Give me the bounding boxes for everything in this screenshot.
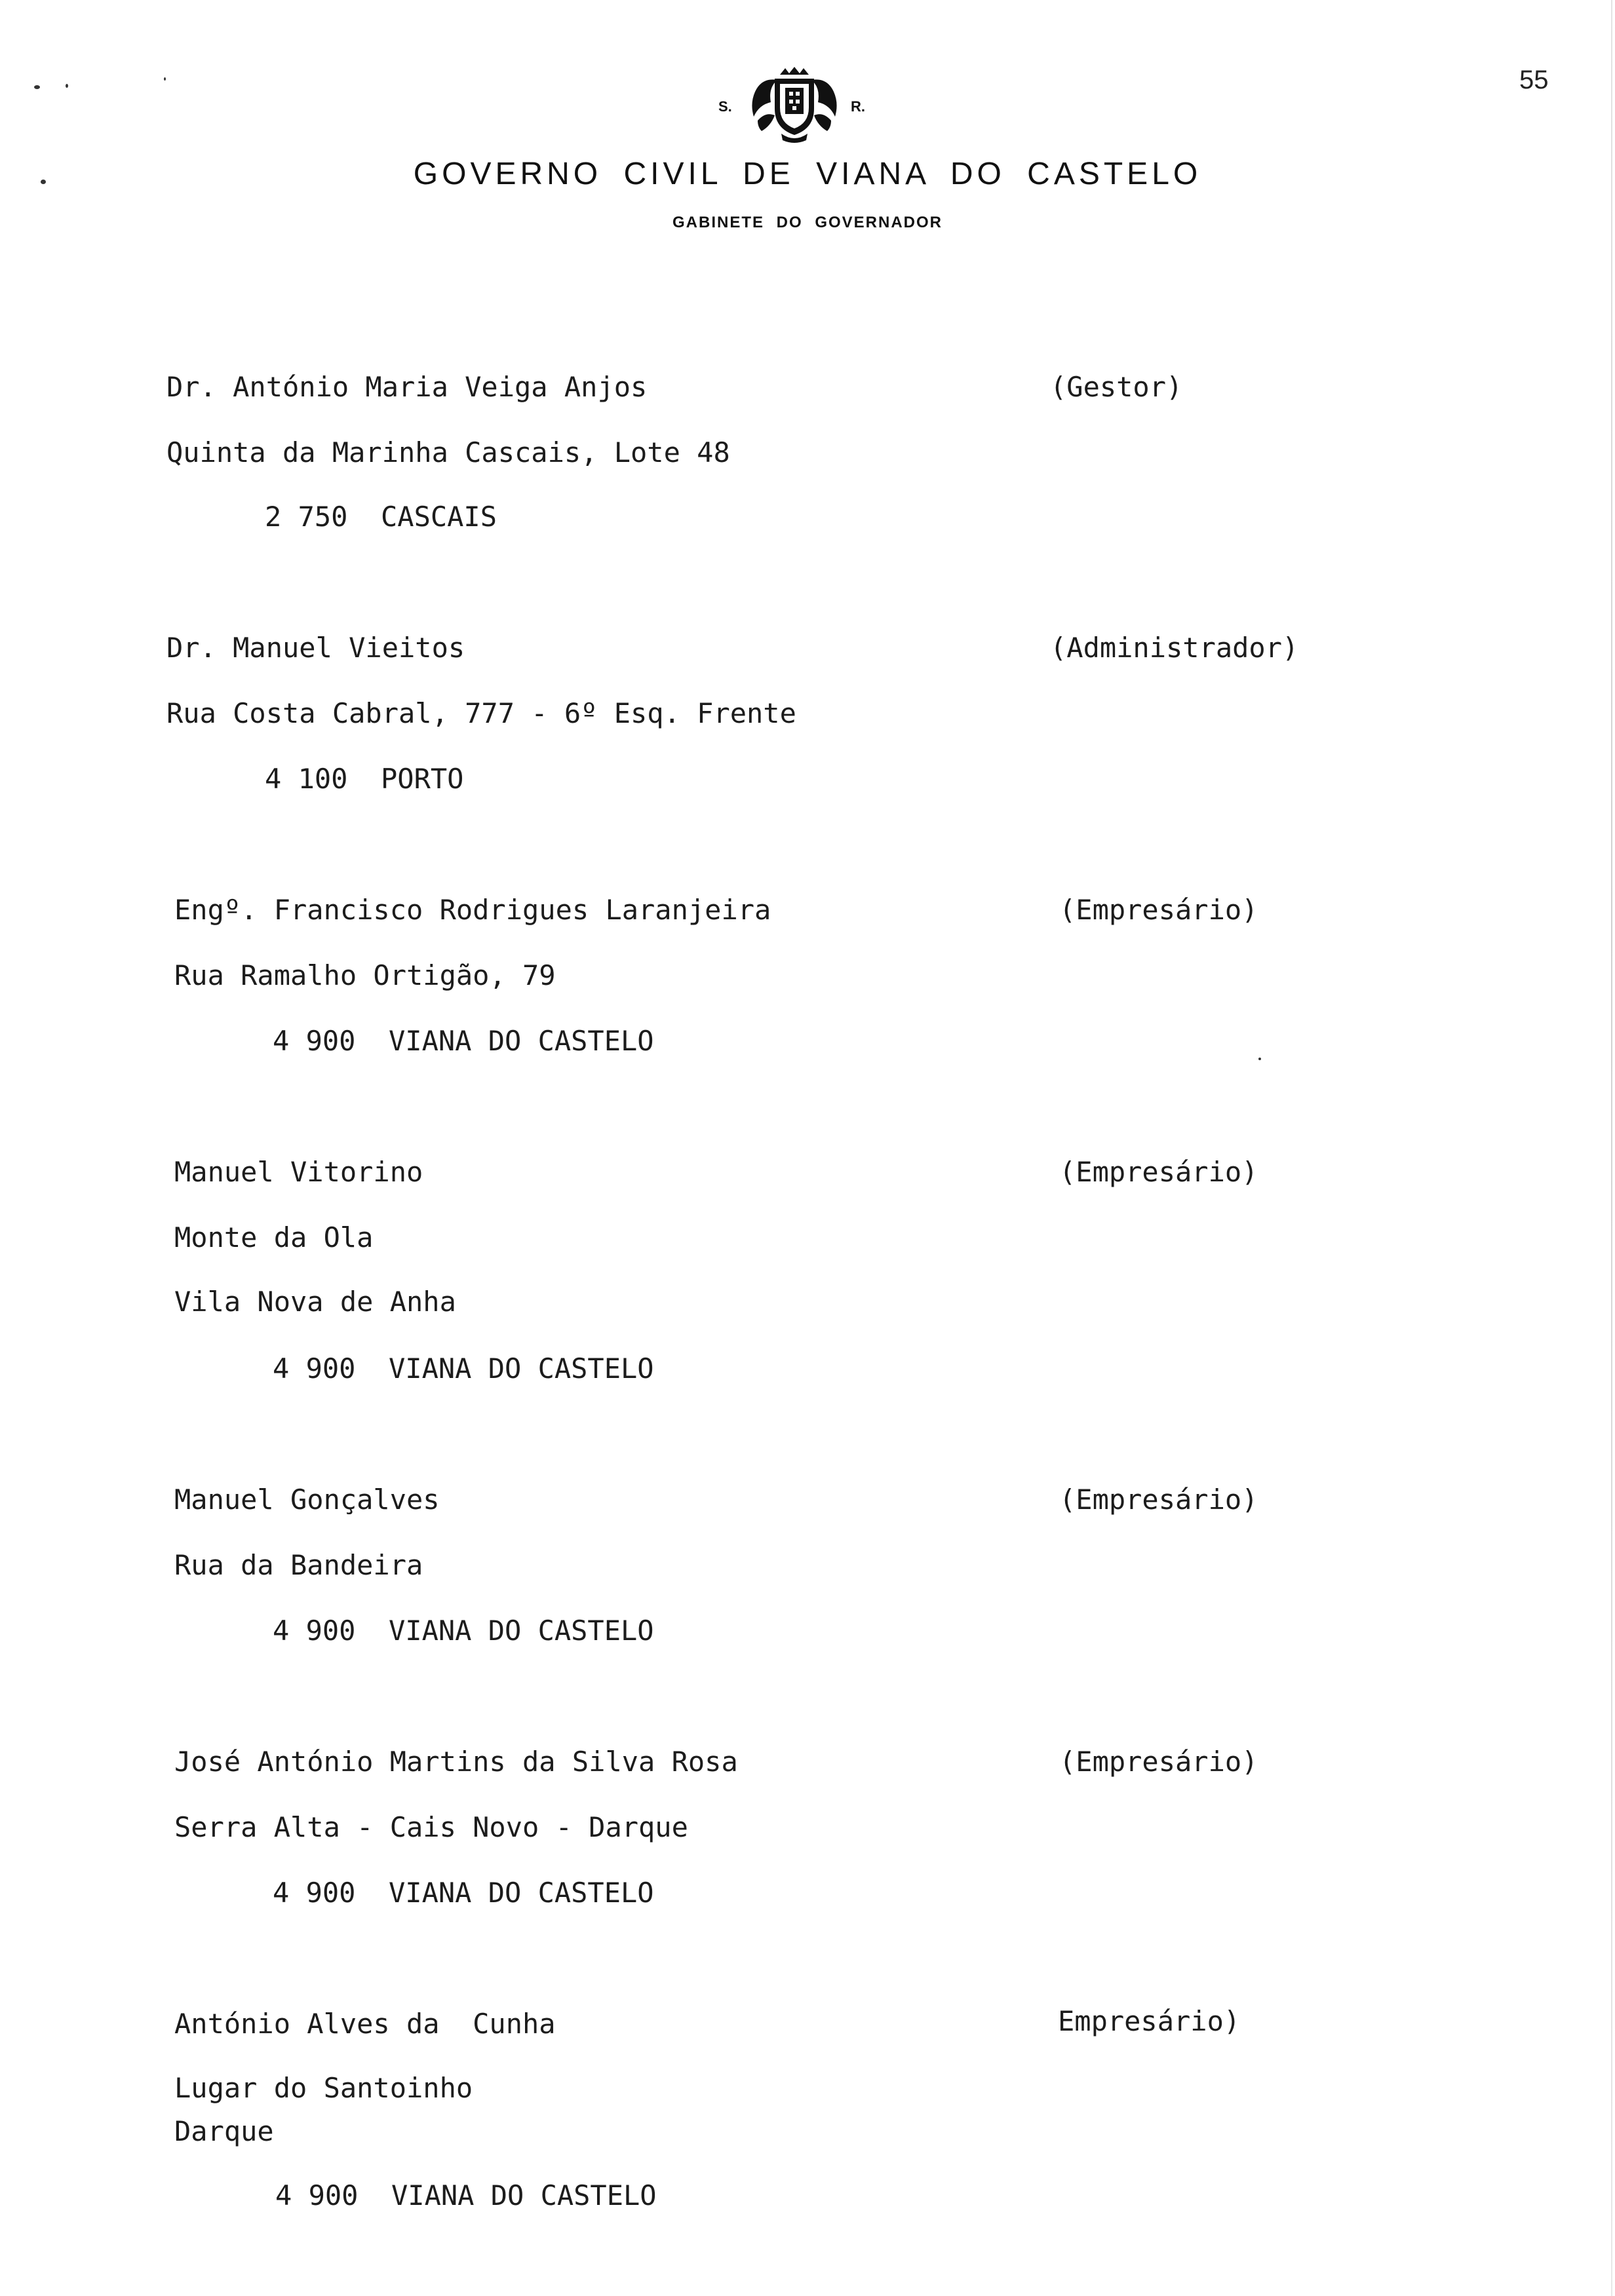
entry-postal: 4 900 VIANA DO CASTELO [273,1877,654,1909]
entry-role: (Empresário) [1059,1156,1258,1188]
entry-postal: 4 900 VIANA DO CASTELO [273,1615,654,1647]
entry-address-line: Rua Costa Cabral, 777 - 6º Esq. Frente [166,697,796,729]
entry-role: Empresário) [1058,2005,1241,2037]
entry-address-line: Lugar do Santoinho [174,2072,473,2104]
coat-of-arms-icon [749,66,840,144]
entry-name: Manuel Vitorino [174,1156,423,1188]
entry-role: (Gestor) [1050,371,1183,403]
entry-postal: 4 900 VIANA DO CASTELO [273,1352,654,1385]
entry-address-line: Monte da Ola [174,1221,374,1253]
entry-name: Manuel Gonçalves [174,1483,440,1516]
letterhead-seal [708,66,878,144]
entry-address-line: Rua Ramalho Ortigão, 79 [174,959,556,991]
letterhead-title: GOVERNO CIVIL DE VIANA DO CASTELO [413,157,1202,191]
scan-speck [1258,1058,1261,1060]
scan-speck [164,77,166,81]
entry-role: (Empresário) [1059,1483,1258,1516]
entry-name: António Alves da Cunha [174,2008,556,2040]
entry-postal: 4 900 VIANA DO CASTELO [275,2179,657,2211]
entry-address-line: Rua da Bandeira [174,1549,423,1581]
entry-postal: 2 750 CASCAIS [265,501,497,533]
entry-name: José António Martins da Silva Rosa [174,1746,738,1778]
page-number: 55 [1519,66,1549,94]
seal-letter-r: R. [851,98,865,115]
scan-edge [1611,0,1612,2296]
entry-address-line: Darque [174,2115,274,2147]
entry-name: Engº. Francisco Rodrigues Laranjeira [174,894,771,926]
entry-name: Dr. António Maria Veiga Anjos [166,371,648,403]
entry-address-line: Vila Nova de Anha [174,1286,456,1318]
entry-address-line: Serra Alta - Cais Novo - Darque [174,1811,688,1843]
entry-postal: 4 100 PORTO [265,763,464,795]
entry-name: Dr. Manuel Vieitos [166,632,465,664]
entry-postal: 4 900 VIANA DO CASTELO [273,1025,654,1057]
scan-speck [34,85,40,89]
entry-role: (Administrador) [1050,632,1299,664]
entry-role: (Empresário) [1059,1746,1258,1778]
scan-speck [66,84,68,88]
seal-letter-s: S. [718,98,732,115]
entry-address-line: Quinta da Marinha Cascais, Lote 48 [166,436,730,469]
letterhead-subtitle: GABINETE DO GOVERNADOR [672,214,943,231]
entry-role: (Empresário) [1059,894,1258,926]
